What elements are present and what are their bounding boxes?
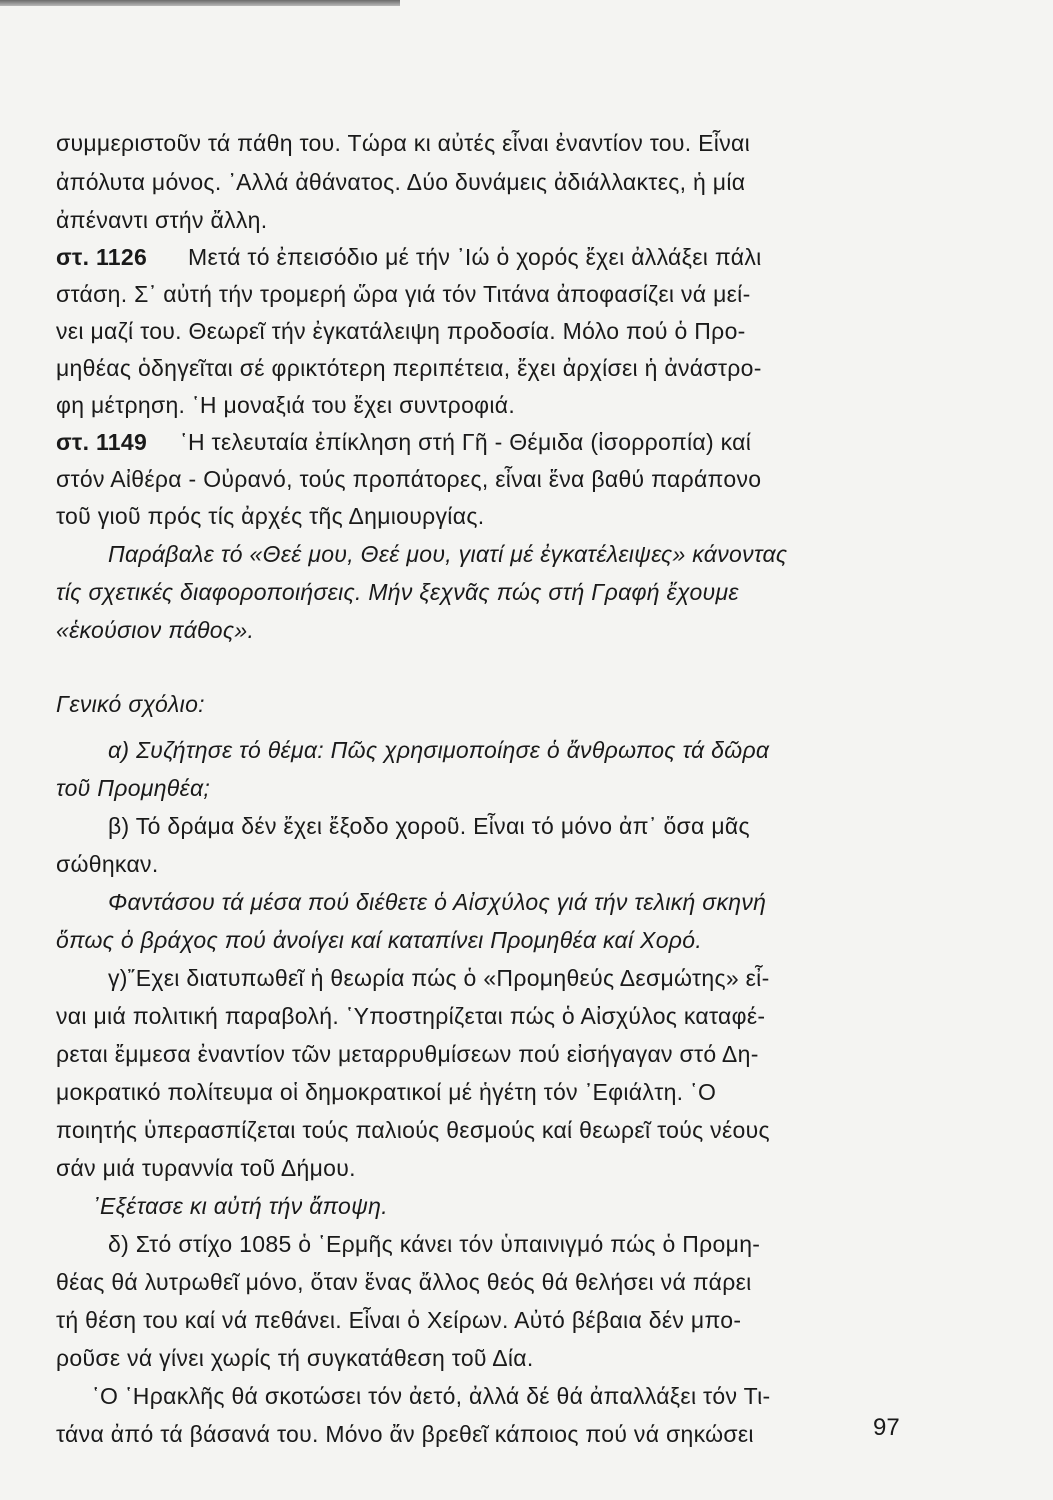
text-line: μηθέας ὁδηγεῖται σέ φρικτότερη περιπέτεια, ἔχει ἀρχίσει ἡ ἀνάστρο- [56,355,762,381]
text-line: στόν Αἰθέρα - Οὐρανό, τούς προπάτορες, εἶναι ἕνα βαθύ παράπονο [56,466,762,492]
page-number: 97 [873,1414,900,1441]
text-line: τάνα ἀπό τά βάσανά του. Μόνο ἄν βρεθεῖ κάποιος πού νά σηκώσει [56,1421,754,1447]
text-line: ῾Ο ῾Ηρακλῆς θά σκοτώσει τόν ἀετό, ἀλλά δέ θά ἀπαλλάξει τόν Τι- [92,1383,771,1409]
text-line: Παράβαλε τό «Θεέ μου, Θεέ μου, γιατί μέ ἐγκατέλειψες» κάνοντας [108,541,788,567]
text-line: ῾Η τελευταία ἐπίκληση στή Γῆ - Θέμιδα (ἰσορροπία) καί [180,429,752,455]
text-line: ρεται ἔμμεσα ἐναντίον τῶν μεταρρυθμίσεων πού εἰσήγαγαν στό Δη- [56,1041,759,1067]
text-line: δ) Στό στίχο 1085 ὁ ῾Ερμῆς κάνει τόν ὑπαινιγμό πώς ὁ Προμη- [108,1231,761,1257]
text-line: τοῦ γιοῦ πρός τίς ἀρχές τῆς Δημιουργίας. [56,503,485,529]
text-line: σάν μιά τυραννία τοῦ Δήμου. [56,1155,356,1181]
text-line: νει μαζί του. Θεωρεῖ τήν ἐγκατάλειψη προδοσία. Μόλο πού ὁ Προ- [56,318,746,344]
text-line: Μετά τό ἐπεισόδιο μέ τήν ᾿Ιώ ὁ χορός ἔχει ἀλλάξει πάλι [188,244,762,270]
text-line: στάση. Σ᾿ αὐτή τήν τρομερή ὥρα γιά τόν Τιτάνα ἀποφασίζει νά μεί- [56,281,751,307]
text-line: ἀπέναντι στήν ἄλλη. [56,207,268,233]
verse-ref-1149: στ. 1149 [56,429,148,455]
text-line: Φαντάσου τά μέσα πού διέθετε ὁ Αἰσχύλος γιά τήν τελική σκηνή [108,889,767,915]
text-line: ᾿Εξέτασε κι αὐτή τήν ἄποψη. [92,1193,388,1219]
text-line: ποιητής ὑπερασπίζεται τούς παλιούς θεσμούς καί θεωρεῖ τούς νέους [56,1117,770,1143]
text-line: τοῦ Προμηθέα; [56,775,211,801]
text-line: τή θέση του καί νά πεθάνει. Εἶναι ὁ Χείρων. Αὐτό βέβαια δέν μπο- [56,1307,742,1333]
text-line: β) Τό δράμα δέν ἔχει ἔξοδο χοροῦ. Εἶναι τό μόνο ἀπ᾿ ὅσα μᾶς [108,813,750,839]
text-line: θέας θά λυτρωθεῖ μόνο, ὅταν ἕνας ἄλλος θεός θά θελήσει νά πάρει [56,1269,752,1295]
verse-ref-1126: στ. 1126 [56,244,148,270]
text-line: ναι μιά πολιτική παραβολή. ῾Υποστηρίζεται πώς ὁ Αἰσχύλος καταφέ- [56,1003,766,1029]
text-line: φη μέτρηση. ῾Η μοναξιά του ἔχει συντροφιά. [56,392,516,418]
text-line: σώθηκαν. [56,851,159,877]
text-line: μοκρατικό πολίτευμα οἱ δημοκρατικοί μέ ἡγέτη τόν ᾿Εφιάλτη. ῾Ο [56,1079,717,1105]
text-line: γ)῎Εχει διατυπωθεῖ ἡ θεωρία πώς ὁ «Προμηθεύς Δεσμώτης» εἶ- [108,965,770,991]
text-line: τίς σχετικές διαφοροποιήσεις. Μήν ξεχνᾶς πώς στή Γραφή ἔχουμε [56,579,739,605]
section-heading: Γενικό σχόλιο: [56,691,205,717]
text-line: ἀπόλυτα μόνος. ᾿Αλλά ἀθάνατος. Δύο δυνάμεις ἀδιάλλακτες, ἡ μία [56,169,746,195]
text-line: συμμεριστοῦν τά πάθη του. Τώρα κι αὐτές εἶναι ἐναντίον του. Εἶναι [56,130,751,156]
text-line: ὅπως ὁ βράχος πού ἀνοίγει καί καταπίνει Προμηθέα καί Χορό. [56,927,703,953]
text-line: ροῦσε νά γίνει χωρίς τή συγκατάθεση τοῦ Δία. [56,1345,534,1371]
text-line: α) Συζήτησε τό θέμα: Πῶς χρησιμοποίησε ὁ ἄνθρωπος τά δῶρα [108,737,770,763]
text-line: «ἑκούσιον πάθος». [56,617,255,643]
